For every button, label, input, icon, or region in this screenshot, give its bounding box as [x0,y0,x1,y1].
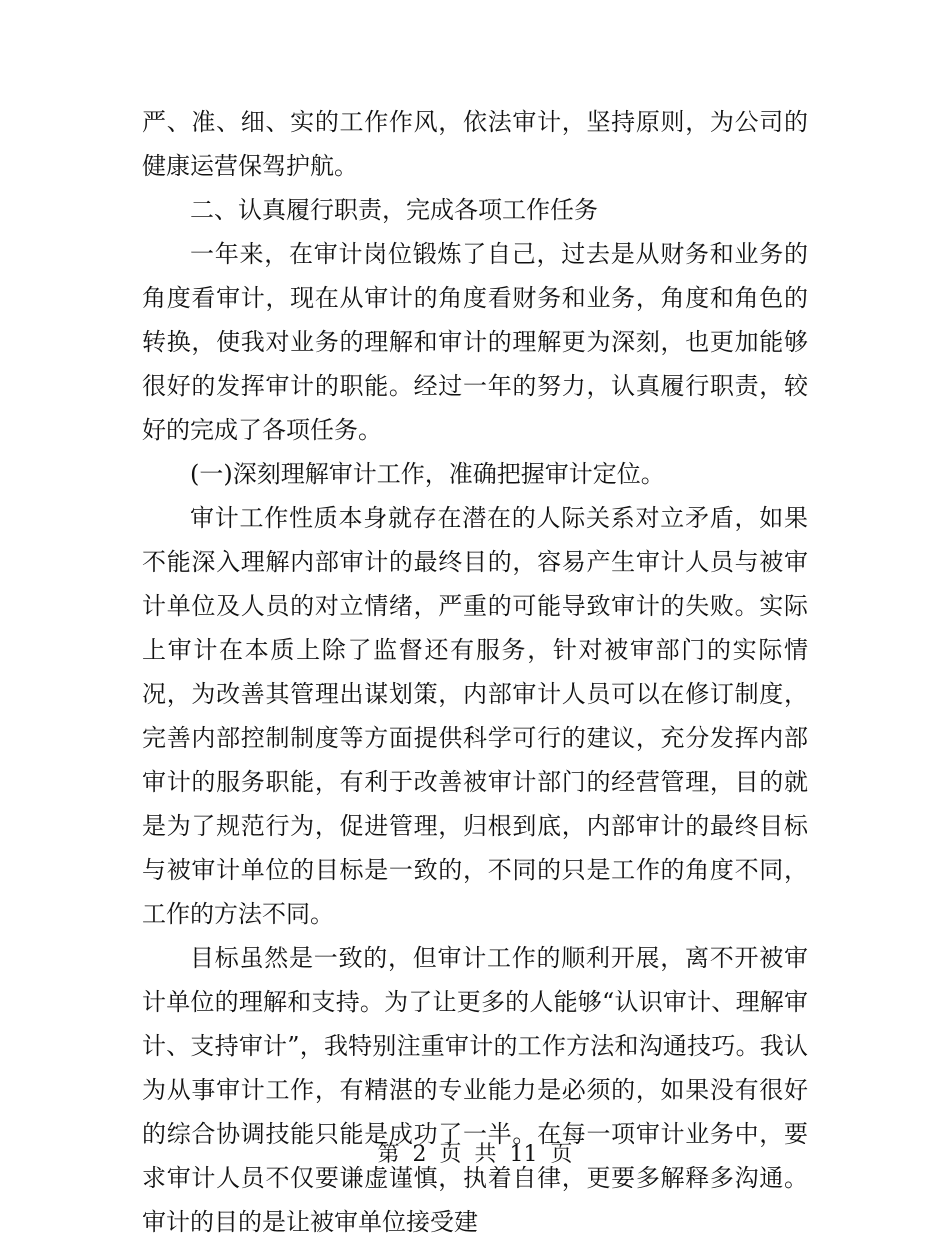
paragraph: 目标虽然是一致的，但审计工作的顺利开展，离不开被审计单位的理解和支持。为了让更多的人能够“认识审计、理解审计、支持审计”，我特别注重审计的工作方法和沟通技巧。我认为从事审计工作，有精湛的专业能力是必须的，如果没有很好的综合协调技能只能是成功了一半。在每一项审计业务中，要求审计人员不仅要谦虚谨慎，执着自律，更要多解释多沟通。审计的目的是让被审单位接受建 [142,944,808,1236]
page-number-footer: 第 2 页 共 11 页 [377,1142,573,1167]
document-body [142,100,808,1244]
paragraph-continuation: 严、准、细、实的工作作风，依法审计，坚持原则，为公司的健康运营保驾护航。 [142,108,808,180]
section-heading: 二、认真履行职责，完成各项工作任务 [190,196,598,224]
paragraph: 审计工作性质本身就存在潜在的人际关系对立矛盾，如果不能深入理解内部审计的最终目的，容易产生审计人员与被审计单位及人员的对立情绪，严重的可能导致审计的失败。实际上审计在本质上除了监督还有服务，针对被审部门的实际情况，为改善其管理出谋划策，内部审计人员可以在修订制度，完善内部控制制度等方面提供科学可行的建议，充分发挥内部审计的服务职能，有利于改善被审计部门的经营管理，目的就是为了规范行为，促进管理，归根到底，内部审计的最终目标与被审计单位的目标是一致的，不同的只是工作的角度不同，工作的方法不同。 [142,504,808,928]
subsection-heading: (一)深刻理解审计工作，准确把握审计定位。 [190,460,665,488]
paragraph: 一年来，在审计岗位锻炼了自己，过去是从财务和业务的角度看审计，现在从审计的角度看财务和业务，角度和角色的转换，使我对业务的理解和审计的理解更为深刻，也更加能够很好的发挥审计的职能。经过一年的努力，认真履行职责，较好的完成了各项任务。 [142,240,808,444]
